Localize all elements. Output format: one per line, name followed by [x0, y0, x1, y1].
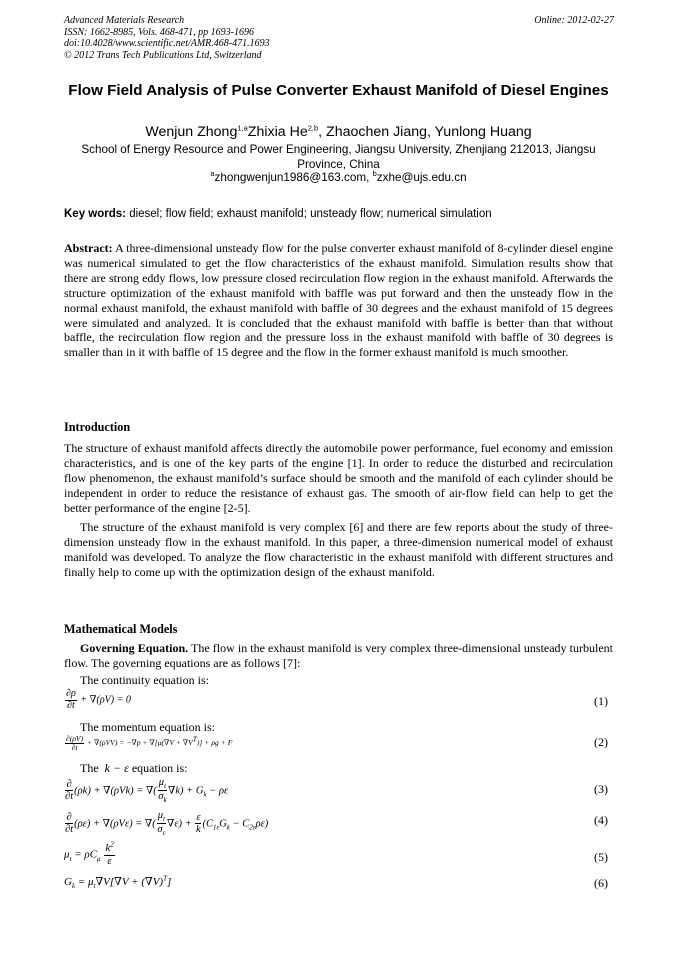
equation-k: $\frac{\partial}{\partial t}$ (ρk) + ∇(ρVk) = ∇( $\frac{\mu_t}{\sigma_k}$ $\nabla k) + G_k - \rho\varepsilon$ — [65, 777, 229, 805]
governing-equation-label: Governing Equation. — [80, 641, 189, 655]
k-epsilon-intro — [80, 761, 187, 775]
keywords-text: diesel; flow field; exhaust manifold; unsteady flow; numerical simulation — [126, 208, 492, 220]
equation-number: (6) — [594, 876, 608, 890]
section-heading-introduction: Introduction — [64, 420, 131, 434]
author-name: Wenjun Zhong — [145, 124, 238, 140]
governing-equation-text: The flow in the exhaust manifold is very complex three-dimensional unsteady turbulent flow. The governing equations are as follows [7]: — [64, 641, 613, 670]
journal-name: Advanced Materials Research — [64, 15, 185, 26]
equation-number: (5) — [594, 850, 608, 864]
equation-number: (2) — [594, 735, 608, 749]
email-superscript: b — [372, 169, 377, 179]
author-superscript: 1,a — [237, 123, 248, 133]
k-epsilon-intro-post: equation is: — [131, 761, 188, 775]
equation-momentum: $\frac{\partial(\rho V)}{\partial t}$ + $\nabla(\rho VV) = -\nabla p + \nabla[\mu(\nabla V + \nabla V^T)] + \rho g + F$ — [66, 734, 233, 752]
section-heading-math-models: Mathematical Models — [64, 622, 178, 636]
affiliation: School of Energy Resource and Power Engineering, Jiangsu University, Zhenjiang 212013, Jiangsu Province, China — [81, 143, 596, 171]
abstract-label: Abstract: — [64, 241, 113, 255]
keywords — [64, 207, 613, 221]
author-name: Zhixia He — [247, 124, 308, 140]
journal-header — [64, 15, 270, 61]
k-epsilon-intro-pre: The — [80, 761, 99, 775]
equation-epsilon: $\frac{\partial}{\partial t}$ (ρε) + ∇(ρVε) = ∇( $\frac{\mu_t}{\sigma_\varepsilon}$ ∇ε) + $\frac{\varepsilon}{k}$ $(C_{1\varepsilon}G_k - C_{2\varepsilon}\rho\varepsilon)$ — [65, 810, 269, 838]
email-line — [64, 171, 613, 186]
email-a: zhongwenjun1986@163.com, — [214, 171, 373, 184]
doi-line: doi:10.4028/www.scientific.net/AMR.468-471.1693 — [64, 38, 270, 49]
equation-mu-t: $\mu_t = \rho C_\mu$ $\frac{k^2}{\varepsilon}$ — [64, 840, 114, 867]
equation-number: (3) — [594, 782, 608, 796]
paper-title: Flow Field Analysis of Pulse Converter Exhaust Manifold of Diesel Engines — [68, 82, 609, 99]
momentum-intro: The momentum equation is: — [80, 720, 215, 734]
intro-paragraph-2: The structure of the exhaust manifold is very complex [6] and there are few reports about the study of three-dimension unsteady flow in the exhaust manifold. In this paper, a three-dimension numerical model of exhaust manifold was developed. To analyze the flow characteristic in the exhaust manifold with different structures and finally help to come up with the optimization design of the exhaust manifold. — [64, 520, 613, 579]
intro-paragraph-1: The structure of exhaust manifold affects directly the automobile power performance, fuel economy and emission characteristics, and is one of the key parts of the engine [1]. In order to reduce the disturbed and recirculation flow phenomenon, the exhaust manifold’s surface should be smooth and the manifold of each cylinder should be independent in order to reduce the resistance of exhaust gas. The smooth of air-flow field can help to get the better performance of the engine [2-5]. — [64, 441, 613, 515]
equation-number: (4) — [594, 813, 608, 827]
governing-equation-paragraph — [64, 641, 613, 671]
email-b: zxhe@ujs.edu.cn — [376, 171, 467, 184]
k-epsilon-symbol: k − ε — [104, 761, 129, 775]
continuity-intro: The continuity equation is: — [80, 673, 209, 687]
equation-continuity: $\frac{\partial\rho}{\partial t}$ + ∇(ρV) = 0 — [66, 688, 131, 711]
equation-gk: $G_k = \mu_t\nabla V[\nabla V + (\nabla V)^T]$ — [64, 874, 172, 891]
online-date: Online: 2012-02-27 — [534, 15, 614, 26]
equation-number: (1) — [594, 694, 608, 708]
author-list — [64, 123, 613, 141]
author-names-rest: , Zhaochen Jiang, Yunlong Huang — [318, 124, 532, 140]
keywords-label: Key words: — [64, 208, 126, 220]
copyright-line: © 2012 Trans Tech Publications Ltd, Switzerland — [64, 49, 262, 61]
email-superscript: a — [210, 169, 215, 179]
abstract — [64, 241, 613, 360]
author-superscript: 2,b — [307, 123, 319, 133]
issn-line: ISSN: 1662-8985, Vols. 468-471, pp 1693-1696 — [64, 26, 254, 38]
abstract-text: A three-dimensional unsteady flow for the pulse converter exhaust manifold of 8-cylinder diesel engine was numerical simulated to get the flow characteristics of the exhaust manifold. Simulation results show that there are strong eddy flows, low pressure closed recirculation flow region in the exhaust manifold. Afterwards the structure optimization of the exhaust manifold with baffle was put forward and then the unsteady flow in the normal exhaust manifold, the exhaust manifold with baffle of 30 degrees and the exhaust manifold of 15 degrees were simulated and analyzed. It is concluded that the exhaust manifold with baffle is better than that without baffle, the recirculation flow region and the pressure loss in the exhaust manifold with baffle of 30 degrees is smaller than in it with baffle of 15 degree and the flow in the former exhaust manifold is much smoother. — [64, 241, 613, 360]
